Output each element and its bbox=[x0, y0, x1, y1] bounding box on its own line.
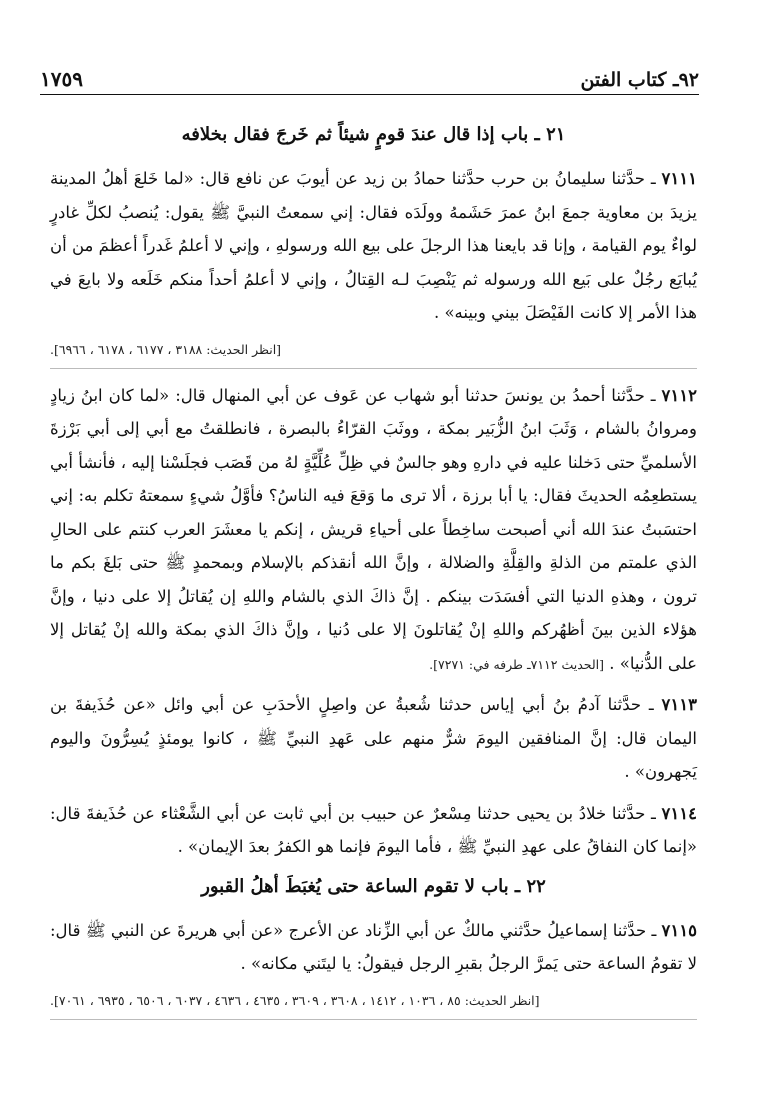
chapter-22-title: ٢٢ ـ باب لا تقوم الساعة حتى يُغبَطَ أهلُ القبور bbox=[201, 875, 546, 897]
running-head: ٩٢ـ كتاب الفتن bbox=[580, 69, 699, 91]
page-content bbox=[50, 112, 697, 1030]
hadith-7112-number: ٧١١٢ bbox=[661, 385, 697, 405]
hadith-7115-text bbox=[50, 914, 697, 981]
hadith-7115-number: ٧١١٥ bbox=[661, 920, 697, 940]
page-header bbox=[40, 60, 699, 95]
hadith-7111-body: ـ حدَّثنا سليمانُ بن حرب حدَّثنا حمادُ بن زيد عن أيوبَ عن نافع قال: «لما خَلعَ أهلُ المدينة يزيدَ بن معاوية جمعَ ابنُ عمرَ حَشَمهُ وولَدَه فقال: إني سمعتُ النبيَّ ﷺ يقول: يُنصبُ لكلِّ غادرٍ لواءٌ يوم القيامة ، وإنا قد بايعنا هذا الرجلَ على بيع الله ورسولهِ ، وإني لا أعلمُ غَدراً أعظمَ من أن يُبايَع رجُلٌ على بَيع الله ورسوله ثم يَنْصِبَ لـه القِتالُ ، وإني لا أعلمُ أحداً منكم خَلَعه ولا بايعَ في هذا الأمر إلا كانت الفَيْصَلَ بيني وبينه» . bbox=[50, 169, 697, 322]
hadith-7111 bbox=[50, 162, 697, 330]
hadith-7111-number: ٧١١١ bbox=[661, 169, 697, 188]
hadith-7111-text bbox=[50, 162, 697, 330]
hadith-7115-body: ـ حدَّثنا إسماعيلُ حدَّثني مالكٌ عن أبي الزِّناد عن الأعرج «عن أبي هريرةَ عن النبي ﷺ قال: لا تقومُ الساعة حتى يَمرَّ الرجلُ بقبرِ الرجل فيقولُ: يا ليتَني مكانه» . bbox=[50, 920, 697, 973]
hadith-7114 bbox=[50, 797, 697, 864]
hadith-7112 bbox=[50, 379, 697, 681]
hadith-7114-text bbox=[50, 797, 697, 864]
page-number: ١٧٥٩ bbox=[40, 67, 83, 91]
hadith-7115-reference: [انظر الحديث: ٨٥ ، ١٠٣٦ ، ١٤١٢ ، ٣٦٠٨ ، ٣٦٠٩ ، ٤٦٣٥ ، ٤٦٣٦ ، ٦٠٣٧ ، ٦٥٠٦ ، ٦٩٣٥ ، ٧٠٦١]. bbox=[50, 989, 697, 1020]
hadith-7112-reference: [الحديث ٧١١٢ـ طرفه في: ٧٢٧١]. bbox=[429, 656, 604, 672]
hadith-7114-body: ـ حدَّثنا خلادُ بن يحيى حدثنا مِسْعرٌ عن حبيب بن أبي ثابت عن أبي الشَّعْثاء عن حُذَيفةَ قال: «إنما كان النفاقُ على عهدِ النبيِّ ﷺ ، فأما اليومَ فإنما هو الكفرُ بعدَ الإيمان» . bbox=[50, 803, 697, 856]
hadith-7113 bbox=[50, 688, 697, 789]
hadith-7113-number: ٧١١٣ bbox=[661, 695, 697, 714]
chapter-21-title: ٢١ ـ باب إذا قال عندَ قومٍ شيئاً ثم خَرجَ فقال بخلافه bbox=[181, 124, 566, 145]
hadith-7113-text bbox=[50, 688, 697, 789]
hadith-7112-text bbox=[50, 379, 697, 681]
hadith-7114-number: ٧١١٤ bbox=[661, 803, 697, 823]
hadith-7112-body: ـ حدَّثنا أحمدُ بن يونسَ حدثنا أبو شهاب عن عَوف عن أبي المنهال قال: «لما كان ابنُ زيادٍ ومروانُ بالشام ، وَثَبَ ابنُ الزُّبَير بمكة ، ووثَبَ القرّاءُ بالبصرة ، فانطلقتُ مع أبي إلى أبي بَرْزةَ الأسلميِّ حتى دَخلنا عليه في دارهِ وهو جالسٌ في ظِلِّ عُلِّيَّةٍ لهُ من قَصَب فجلَسْنا إليه ، فأنشأ أبي يستطعِمُه الحديثَ فقال: يا أبا برزة ، ألا ترى ما وَقعَ فيه الناسُ؟ فأوَّلُ شيءٍ سمعتهُ تكلم به: إني احتسَبتُ عندَ الله أني أصبحت ساخِطاً على أحياءِ قريش ، إنكم يا معشَرَ العرب كنتم على الحالِ الذي علمتم من الذلةِ والقِلَّةِ والضلالة ، وإنَّ الله أنقذكم بالإسلام وبمحمدٍ ﷺ حتى بَلغَ بكم ما ترون ، وهذهِ الدنيا التي أفسَدَت بينكم . إنَّ ذاكَ الذي بالشام واللهِ إن يُقاتلُ إلا على دنيا ، وإنَّ هؤلاء الذين بينَ أظهُركم واللهِ إنْ يُقاتلونَ إلا على دُنيا ، وإنَّ ذاكَ الذي بمكة والله إنْ يُقاتل إلا على الدُّنيا» . bbox=[50, 385, 697, 673]
hadith-7115 bbox=[50, 914, 697, 981]
hadith-7111-reference: [انظر الحديث: ٣١٨٨ ، ٦١٧٧ ، ٦١٧٨ ، ٦٩٦٦]. bbox=[50, 338, 697, 369]
hadith-7113-body: ـ حدَّثنا آدمُ بنُ أبي إياس حدثنا شُعبةُ عن واصِلٍ الأحدَبِ عن أبي وائل «عن حُذَيفةَ بن اليمان قال: إنَّ المنافقين اليومَ شرٌّ منهم على عَهدِ النبيِّ ﷺ ، كانوا يومئذٍ يُسِرُّونَ واليوم يَجهرون» . bbox=[50, 695, 697, 781]
